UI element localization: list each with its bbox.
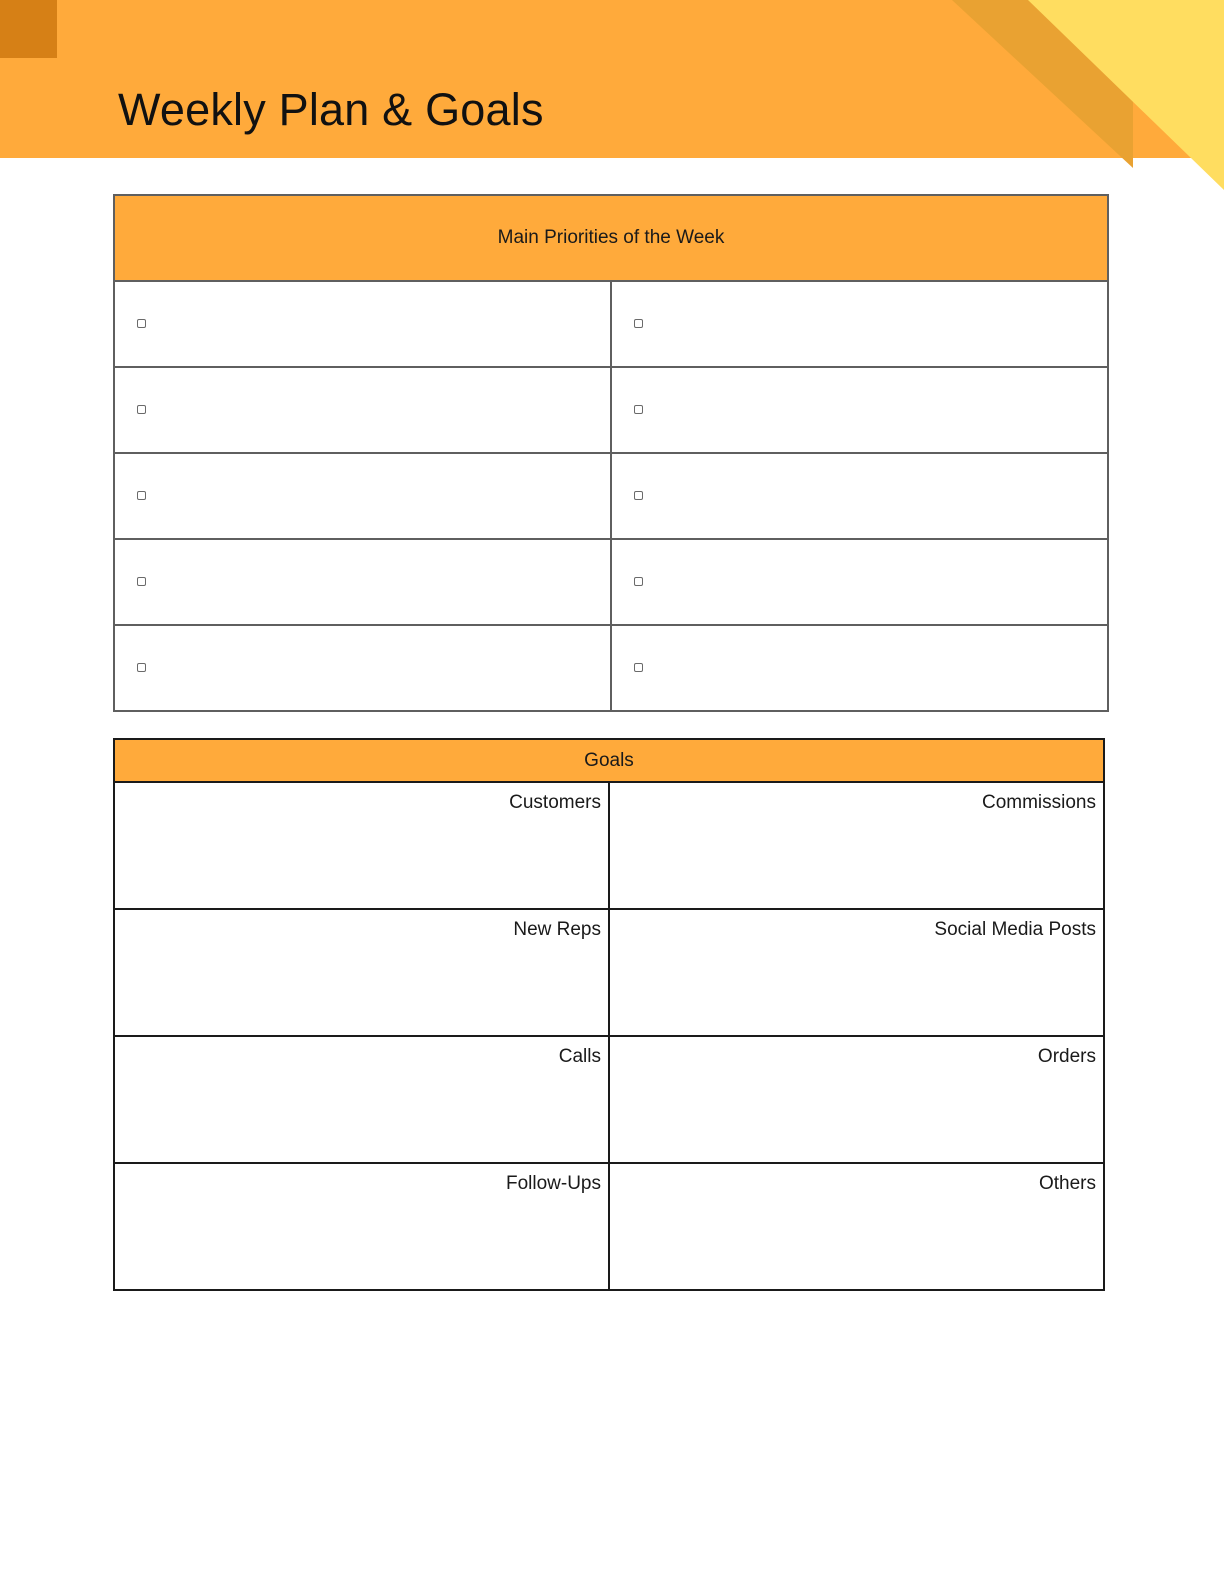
goal-cell[interactable]: [609, 1163, 1104, 1290]
goal-cell[interactable]: [114, 1163, 609, 1290]
priority-cell[interactable]: [114, 367, 611, 453]
priority-row: [114, 453, 1108, 539]
goals-table: [113, 738, 1105, 1291]
goal-label: Calls: [558, 1046, 601, 1067]
checkbox-icon[interactable]: [634, 491, 643, 500]
priority-row: [114, 281, 1108, 367]
priority-cell[interactable]: [114, 625, 611, 711]
goal-label: Social Media Posts: [934, 919, 1096, 940]
priority-cell[interactable]: [611, 625, 1108, 711]
corner-square-decoration: [0, 0, 57, 58]
priority-cell[interactable]: [611, 453, 1108, 539]
goal-label: Commissions: [981, 792, 1096, 813]
priority-cell[interactable]: [611, 281, 1108, 367]
goal-label: New Reps: [513, 919, 601, 940]
priority-cell[interactable]: [114, 453, 611, 539]
goal-label: Others: [1038, 1173, 1096, 1194]
priority-row: [114, 625, 1108, 711]
checkbox-icon[interactable]: [634, 405, 643, 414]
priority-cell[interactable]: [611, 367, 1108, 453]
priorities-heading: Main Priorities of the Week: [114, 195, 1108, 281]
checkbox-icon[interactable]: [137, 491, 146, 500]
goal-cell[interactable]: [609, 909, 1104, 1036]
goals-row: [114, 1163, 1104, 1290]
goal-cell[interactable]: [114, 909, 609, 1036]
goals-heading: Goals: [114, 739, 1104, 782]
goal-label: Follow-Ups: [505, 1173, 601, 1194]
checkbox-icon[interactable]: [634, 663, 643, 672]
checkbox-icon[interactable]: [634, 319, 643, 328]
priority-row: [114, 367, 1108, 453]
priority-cell[interactable]: [114, 539, 611, 625]
goals-row: [114, 909, 1104, 1036]
checkbox-icon[interactable]: [634, 577, 643, 586]
goals-row: [114, 782, 1104, 909]
checkbox-icon[interactable]: [137, 319, 146, 328]
goals-row: [114, 1036, 1104, 1163]
goal-label: Customers: [509, 792, 601, 813]
goal-cell[interactable]: [114, 782, 609, 909]
checkbox-icon[interactable]: [137, 577, 146, 586]
goal-label: Orders: [1037, 1046, 1096, 1067]
priorities-table: [113, 194, 1109, 712]
priority-cell[interactable]: [114, 281, 611, 367]
priority-cell[interactable]: [611, 539, 1108, 625]
goal-cell[interactable]: [609, 1036, 1104, 1163]
checkbox-icon[interactable]: [137, 405, 146, 414]
goal-cell[interactable]: [114, 1036, 609, 1163]
priority-row: [114, 539, 1108, 625]
checkbox-icon[interactable]: [137, 663, 146, 672]
goal-cell[interactable]: [609, 782, 1104, 909]
page-title: Weekly Plan & Goals: [118, 84, 544, 135]
